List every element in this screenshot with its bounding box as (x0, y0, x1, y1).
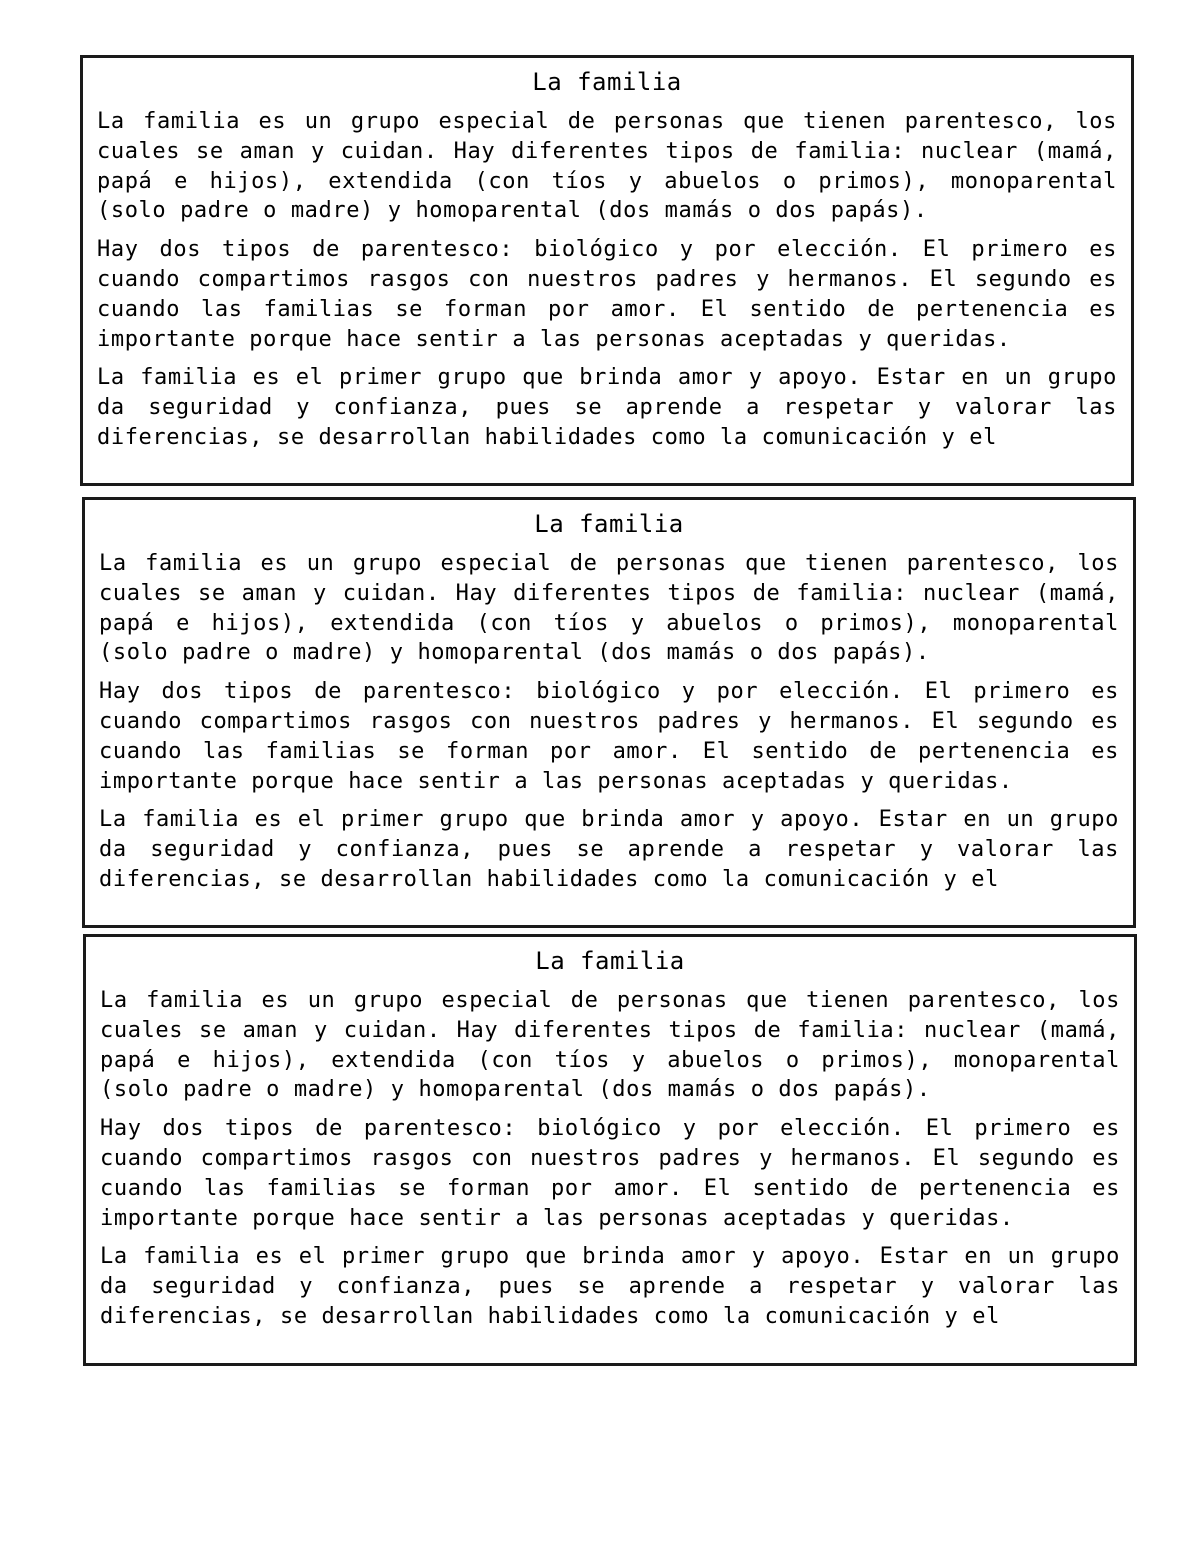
reading-card-2 (82, 497, 1136, 928)
card-title: La familia (535, 947, 685, 975)
card-paragraph-3: La familia es el primer grupo que brinda amor y apoyo. Estar en un grupo da seguridad y confianza, pues se aprende a respetar y valorar las diferencias, se desarrollan habilidades como la comunicación y el (100, 1244, 1120, 1329)
card-paragraph-2: Hay dos tipos de parentesco: biológico y por elección. El primero es cuando compartimos rasgos con nuestros padres y hermanos. El segundo es cuando las familias se forman por amor. El sentido de pertenencia es importante porque hace sentir a las personas aceptadas y queridas. (100, 1116, 1120, 1231)
card-paragraph-1: La familia es un grupo especial de personas que tienen parentesco, los cuales se aman y cuidan. Hay diferentes tipos de familia: nuclear (mamá, papá e hijos), extendida (con tíos y abuelos o primos), monoparental (solo padre o madre) y homoparental (dos mamás o dos papás). (100, 988, 1120, 1103)
reading-card-3 (83, 934, 1137, 1366)
card-title: La familia (534, 510, 684, 538)
reading-card-1 (80, 55, 1134, 486)
card-title: La familia (532, 68, 682, 96)
card-paragraph-1: La familia es un grupo especial de personas que tienen parentesco, los cuales se aman y cuidan. Hay diferentes tipos de familia: nuclear (mamá, papá e hijos), extendida (con tíos y abuelos o primos), monoparental (solo padre o madre) y homoparental (dos mamás o dos papás). (97, 109, 1117, 224)
card-paragraph-2: Hay dos tipos de parentesco: biológico y por elección. El primero es cuando compartimos rasgos con nuestros padres y hermanos. El segundo es cuando las familias se forman por amor. El sentido de pertenencia es importante porque hace sentir a las personas aceptadas y queridas. (99, 679, 1119, 794)
card-paragraph-1: La familia es un grupo especial de personas que tienen parentesco, los cuales se aman y cuidan. Hay diferentes tipos de familia: nuclear (mamá, papá e hijos), extendida (con tíos y abuelos o primos), monoparental (solo padre o madre) y homoparental (dos mamás o dos papás). (99, 551, 1119, 666)
card-paragraph-2: Hay dos tipos de parentesco: biológico y por elección. El primero es cuando compartimos rasgos con nuestros padres y hermanos. El segundo es cuando las familias se forman por amor. El sentido de pertenencia es importante porque hace sentir a las personas aceptadas y queridas. (97, 237, 1117, 352)
card-paragraph-3: La familia es el primer grupo que brinda amor y apoyo. Estar en un grupo da seguridad y confianza, pues se aprende a respetar y valorar las diferencias, se desarrollan habilidades como la comunicación y el (97, 365, 1117, 450)
card-paragraph-3: La familia es el primer grupo que brinda amor y apoyo. Estar en un grupo da seguridad y confianza, pues se aprende a respetar y valorar las diferencias, se desarrollan habilidades como la comunicación y el (99, 807, 1119, 892)
